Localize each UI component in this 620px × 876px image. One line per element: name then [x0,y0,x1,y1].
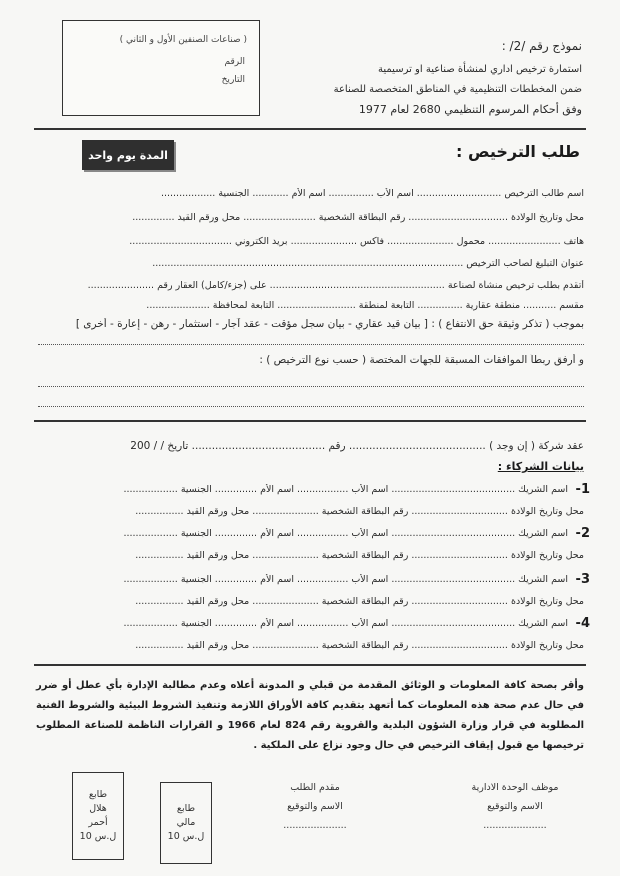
partner-name-row: اسم الشريك ......................................... اسم الأب ................. اسم الأم .............. الجنسية .................. [123,484,568,495]
header-line-3: وفق أحكام المرسوم التنظيمي 2680 لعام 1977 [358,103,582,116]
header-line-1: استمارة ترخيص اداري لمنشأة صناعية او ترسيمية [378,64,582,75]
stamp-number-label: الرقم [224,57,245,67]
partner-birth-row: محل وتاريخ الولادة ................................ رقم البطاقة الشخصية ...................... محل ورقم القيد ................ [135,640,584,651]
duration-badge: المدة يوم واحد [82,140,174,170]
page-title: طلب الترخيص : [456,142,580,161]
employee-signature [450,782,580,831]
employee-sign-line: ..................... [483,820,547,831]
company-contract-row: عقد شركة ( إن وجد ) ......................................... رقم ........................................ تاريخ / / 200 [130,440,584,452]
applicant-signature [250,782,380,831]
notification-address-row: عنوان التبليغ لصاحب الترخيص ....................................................................................................... [152,258,584,269]
applicant-name-row: اسم طالب الترخيص ............................ اسم الأب ............... اسم الأم ............ الجنسية .................. [160,188,584,199]
divider [34,664,586,666]
employee-name-sign-label: الاسم والتوقيع [487,801,543,812]
facility-request-row: أتقدم بطلب ترخيص منشأة لصناعة .......................................................... على (جزء/كامل) العقار رقم ...................... [87,280,584,291]
partners-heading: بيانات الشركاء : [497,460,584,473]
divider [34,128,586,130]
header-line-2: ضمن المخططات التنظيمية في المناطق المتخصصة للصناعة [333,84,582,95]
red-crescent-stamp-box: طابع هلال أحمر 10 ل.س [72,772,124,860]
form-model-number: نموذج رقم /2/ : [501,39,582,53]
property-location-row: مقسم ........... منطقة عقارية ............... التابعة لمنطقة .......................... التابعة لمحافظة ..................... [146,300,584,311]
stamp-category: ( صناعات الصنفين الأول و الثاني ) [119,35,247,45]
partner-number: 2- [575,526,590,541]
partner-name-row: اسم الشريك ......................................... اسم الأب ................. اسم الأم .............. الجنسية .................. [123,528,568,539]
fiscal-stamp-box: طابع مالي 10 ل.س [160,782,212,864]
applicant-title: مقدم الطلب [290,782,340,793]
dotted-line [38,344,584,345]
applicant-contact-row: هاتف ........................ محمول ...................... فاكس ...................... بريد الكتروني .................................. [129,236,584,247]
partner-birth-row: محل وتاريخ الولادة ................................ رقم البطاقة الشخصية ...................... محل ورقم القيد ................ [135,550,584,561]
partner-birth-row: محل وتاريخ الولادة ................................ رقم البطاقة الشخصية ...................... محل ورقم القيد ................ [135,506,584,517]
declaration-text: وأقر بصحة كافة المعلومات و الوثائق المقدمة من قبلي و المدونة أعلاه وعدم مطالبة الإدارة بأي عطل أو ضرر في حال عدم صحة هذه المعلومات كما أتعهد بتقديم كافة الأوراق اللازمة وتنفيذ الشروط البيئية والشروط الفنية المطلوبة في قرار وزارة الشؤون البلدية والقروية رقم 824 لعام 1966 و القرارات الناظمة للصناعة المطلوب ترخيصها مع قبول إيقاف الترخيص في حال وجود نزاع على الملكية . [36,680,584,751]
dotted-line [38,406,584,407]
partner-number: 4- [575,616,590,631]
divider [34,420,586,422]
employee-title: موظف الوحدة الادارية [471,782,559,793]
stamp-date-label: التاريخ [221,75,245,85]
partner-birth-row: محل وتاريخ الولادة ................................ رقم البطاقة الشخصية ...................... محل ورقم القيد ................ [135,596,584,607]
applicant-birth-row: محل وتاريخ الولادة ................................. رقم البطاقة الشخصية ........................ محل ورقم القيد .............. [132,212,584,223]
partner-name-row: اسم الشريك ......................................... اسم الأب ................. اسم الأم .............. الجنسية .................. [123,574,568,585]
office-stamp-box [62,20,260,116]
dotted-line [38,386,584,387]
applicant-sign-line: ..................... [283,820,347,831]
approvals-row: و أرفق ربطاً الموافقات المسبقة للجهات المختصة ( حسب نوع الترخيص ) : [259,354,584,366]
usage-right-document-row: بموجب ( تذكر وثيقة حق الانتفاع ) : [ بيان قيد عقاري - بيان سجل مؤقت - عقد آجار - استثمار - رهن - إعارة - أخرى ] [75,318,584,330]
applicant-name-sign-label: الاسم والتوقيع [287,801,343,812]
partner-name-row: اسم الشريك ......................................... اسم الأب ................. اسم الأم .............. الجنسية .................. [123,618,568,629]
partner-number: 1- [575,482,590,497]
partner-number: 3- [575,572,590,587]
